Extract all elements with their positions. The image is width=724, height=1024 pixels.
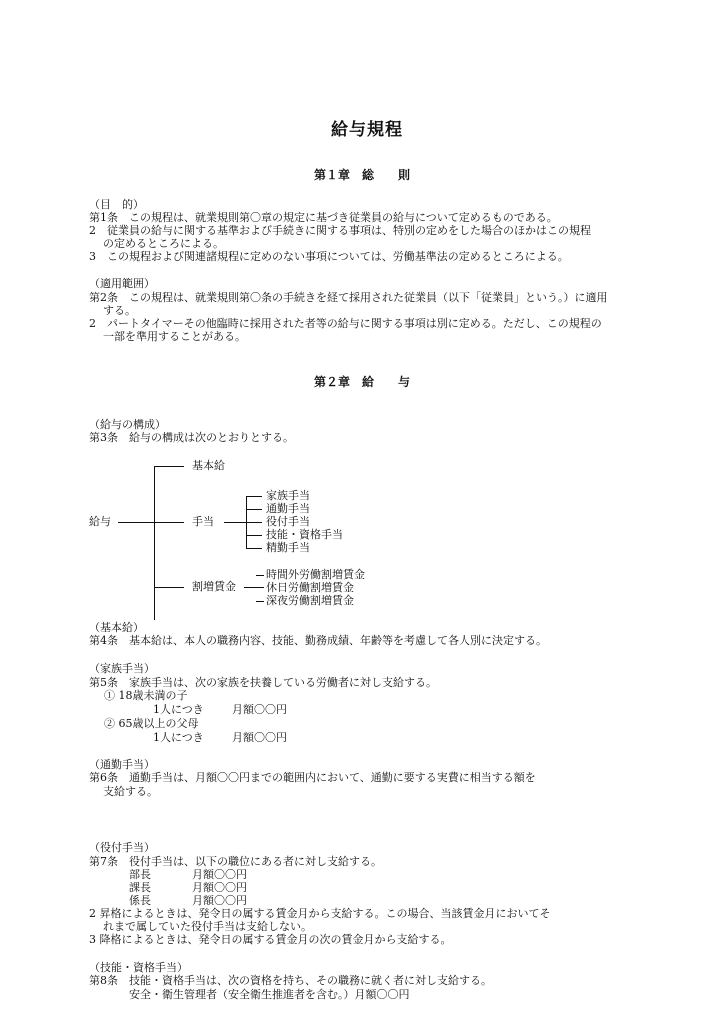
page-title: 給与規程 [331, 120, 403, 140]
article-2: 第2条 この規程は、就業規則第〇条の手続きを経て採用された従業員（以下「従業員」という。）に適用 [89, 291, 608, 304]
chapter-1-name: 総 則 [362, 168, 411, 182]
qualification-item: 安全・衛生管理者（安全衛生推進者を含む。）月額〇〇円 [129, 988, 410, 1001]
section-heading-kosei: （給与の構成） [89, 418, 166, 431]
diagram-premium-line [244, 587, 256, 588]
diagram-main-vertical [154, 466, 155, 620]
family-item-amount: 月額〇〇円 [232, 703, 287, 716]
chapter-1-number: 第１章 [314, 168, 351, 182]
diagram-allowance-tick-4 [246, 535, 262, 536]
article-7-para-2: 2 昇格によるときは、発令日の属する賃金月から支給する。この場合、当該賃金月においてそ [89, 907, 551, 920]
diagram-base-branch [154, 466, 184, 467]
family-item-label: ② 65歳以上の父母 [104, 717, 199, 730]
diagram-premium-tick-3 [256, 601, 264, 602]
section-heading-mokuteki: （目 的） [89, 198, 144, 211]
family-item-label: ① 18歳未満の子 [104, 689, 188, 702]
article-8: 第8条 技能・資格手当は、次の資格を持ち、その職務に就く者に対し支給する。 [89, 974, 492, 987]
section-heading-yakutsuki: （役付手当） [89, 841, 155, 854]
diagram-premium-item: 時間外労働割増賃金 [266, 568, 365, 581]
chapter-2-heading [314, 376, 410, 389]
section-heading-gino: （技能・資格手当） [89, 961, 188, 974]
article-1: 第1条 この規程は、就業規則第〇章の規定に基づき従業員の給与について定めるものである。 [89, 211, 558, 224]
family-item-per: 1人につき [153, 703, 204, 716]
article-6: 第6条 通勤手当は、月額〇〇円までの範囲内において、通勤に要する実費に相当する額を [89, 771, 536, 784]
chapter-1-heading [314, 169, 410, 182]
chapter-2-name: 給 与 [362, 375, 411, 389]
diagram-base-label: 基本給 [192, 459, 225, 472]
article-7-para-2-cont: れまで属していた役付手当は支給しない。 [103, 920, 312, 933]
section-heading-kihon: （基本給） [89, 621, 144, 634]
article-3: 第3条 給与の構成は次のとおりとする。 [89, 431, 294, 444]
diagram-premium-item: 深夜労働割増賃金 [266, 594, 354, 607]
article-7-para-3: 3 降格によるときは、発令日の属する賃金月の次の賃金月から支給する。 [89, 933, 452, 946]
diagram-allowance-item: 家族手当 [266, 489, 310, 502]
diagram-allowance-item: 通勤手当 [266, 502, 310, 515]
article-2-para-2-cont: 一部を準用することがある。 [103, 330, 246, 343]
article-1-para-2: 2 従業員の給与に関する基準および手続きに関する事項は、特別の定めをした場合のほかはこの規程 [89, 224, 591, 237]
family-item-amount: 月額〇〇円 [232, 731, 287, 744]
diagram-premium-branch [154, 587, 184, 588]
family-item-per: 1人につき [153, 731, 204, 744]
diagram-allowance-item: 技能・資格手当 [266, 528, 343, 541]
position-name: 部長 [129, 868, 151, 881]
diagram-allowance-item: 精勤手当 [266, 541, 310, 554]
diagram-premium-tick-1 [256, 575, 264, 576]
diagram-allowance-branch [154, 522, 184, 523]
diagram-root-line [118, 522, 154, 523]
article-2-cont: する。 [103, 304, 136, 317]
diagram-premium-label: 割増賃金 [192, 580, 236, 593]
article-5: 第5条 家族手当は、次の家族を扶養している労働者に対し支給する。 [89, 676, 437, 689]
diagram-allowance-tick-3 [246, 522, 262, 523]
article-6-cont: 支給する。 [103, 785, 158, 798]
section-heading-tsukin: （通勤手当） [89, 758, 155, 771]
diagram-allowance-line [224, 522, 246, 523]
chapter-2-number: 第２章 [314, 375, 351, 389]
position-name: 係長 [129, 894, 151, 907]
position-name: 課長 [129, 881, 151, 894]
diagram-allowance-item: 役付手当 [266, 515, 310, 528]
article-2-para-2: 2 パートタイマーその他臨時に採用された者等の給与に関する事項は別に定める。ただし、この規程の [89, 317, 602, 330]
diagram-allowance-tick-5 [246, 548, 262, 549]
position-amount: 月額〇〇円 [192, 881, 247, 894]
position-amount: 月額〇〇円 [192, 894, 247, 907]
diagram-allowance-label: 手当 [192, 515, 214, 528]
diagram-allowance-tick-1 [246, 496, 262, 497]
diagram-premium-tick-2 [256, 587, 264, 588]
diagram-premium-item: 休日労働割増賃金 [266, 581, 354, 594]
position-amount: 月額〇〇円 [192, 868, 247, 881]
section-heading-kazoku: （家族手当） [89, 662, 155, 675]
article-7: 第7条 役付手当は、以下の職位にある者に対し支給する。 [89, 855, 382, 868]
article-1-para-3: 3 この規程および関連諸規程に定めのない事項については、労働基準法の定めるところによる。 [89, 250, 569, 263]
article-1-para-2-cont: の定めるところによる。 [103, 237, 224, 250]
article-4: 第4条 基本給は、本人の職務内容、技能、勤務成績、年齢等を考慮して各人別に決定する。 [89, 634, 547, 647]
diagram-root-label: 給与 [89, 515, 111, 528]
diagram-allowance-tick-2 [246, 509, 262, 510]
section-heading-tekiyo: （適用範囲） [89, 277, 155, 290]
